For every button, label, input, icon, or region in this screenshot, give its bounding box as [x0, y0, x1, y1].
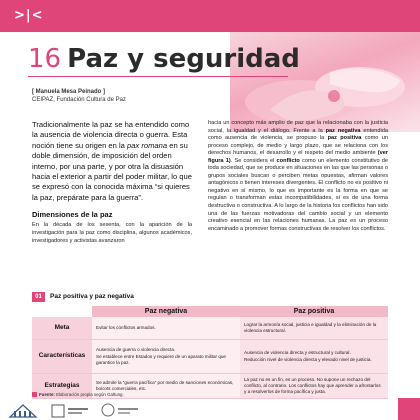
left-column	[32, 120, 192, 245]
right-paragraph	[208, 120, 388, 233]
author-name: [ Manuela Mesa Peinado ]	[32, 89, 106, 95]
cell-line: Ausencia de violencia directa y estructural y cultural.	[244, 349, 351, 355]
table-source	[32, 392, 124, 397]
term-paz-negativa: paz negativa	[325, 127, 361, 134]
source-text: Elaboración propia según Galtung.	[54, 392, 124, 397]
cell-meta-negativa	[92, 317, 240, 339]
author-block	[32, 88, 126, 104]
top-bar	[0, 0, 420, 32]
table-row	[32, 317, 388, 339]
row-label-estrategias: Estrategias	[32, 373, 92, 398]
right-text-f: como un elemento constitutivo de toda sociedad, que se produce en situaciones en las que las personas o grupos sociales buscan o perciben metas opuestas, afirman valores antagónicos o tienen intereses divergentes. El conflicto no es positivo ni negativo en sí mismo, lo que es importante es la forma en que se regulan o transforman estas incompatibilidades, si es de una forma destructiva o constructiva. A lo largo de la historia los conflictos han sido una de las fuerzas motivadoras del cambio social y un elemento creativo esencial en las relaciones humanas. La paz es un proceso encaminado a promover formas constructivas de resolver los conflictos.	[208, 157, 388, 232]
author-affiliation: CEIPAZ, Fundación Cultura de Paz	[32, 97, 126, 103]
cell-meta-positiva	[240, 317, 388, 339]
table-title: Paz positiva y paz negativa	[50, 293, 134, 300]
footer-logos	[8, 400, 208, 420]
row-label-caracteristicas: Características	[32, 339, 92, 373]
chevron-marker: >|<	[14, 8, 44, 23]
cell-caracteristicas-positiva	[240, 339, 388, 373]
cell-line: Evitar los conflictos armados.	[96, 324, 156, 330]
chapter-number: 16	[28, 44, 62, 74]
lead-text-1: Tradicionalmente la paz se ha entendido como la ausencia de violencia directa o guerra. Esta noción tiene su origen en la	[32, 120, 190, 150]
cell-line: Se admite la “guerra pacífica” por medio de sanciones económicas, boicots comerciales, etc.	[96, 379, 234, 391]
body-paragraph: En la década de los sesenta, con la aparición de la investigación para la paz como disciplina, algunos académicos, investigadores y activistas avanzaron	[32, 222, 192, 244]
comparison-table	[32, 306, 388, 399]
cell-line: Ausencia de guerra o violencia directa.	[96, 346, 176, 352]
lead-paragraph	[32, 120, 192, 203]
section-heading: Dimensiones de la paz	[32, 210, 113, 220]
lead-emphasis: pax romana	[127, 140, 168, 150]
table-row	[32, 339, 388, 373]
comparison-table-block	[32, 290, 388, 399]
chapter-title: Paz y seguridad	[67, 44, 300, 74]
cell-line: Reducción nivel de violencia directa y elevado nivel de justicia.	[244, 356, 372, 362]
header-blank	[32, 306, 92, 317]
table-header-row	[32, 306, 388, 317]
title-divider	[28, 76, 288, 77]
right-text-a: hacia un concepto más amplio de paz que la relacionaba con la justicia social, la igualdad y el diálogo. Frente a la	[208, 120, 388, 134]
right-text-e: . Se considera el	[230, 157, 277, 164]
lead-text-2: en su doble dimensión, de imposición del orden interno, por una parte, y por otra la disuasión hacia el exterior a partir del poder militar, lo que se expresó con la conocida máxima “si quieres la paz, prepárate para la guerra”.	[32, 140, 192, 202]
cell-line: Lograr la armonía social, justicia e igualdad y la eliminación de la violencia estructural.	[244, 321, 377, 333]
institution-logo-icon	[50, 402, 90, 418]
header-paz-negativa: Paz negativa	[92, 306, 240, 317]
cell-estrategias-positiva	[240, 373, 388, 398]
table-title-bar	[32, 290, 388, 303]
figure-reference: (ver figura 1)	[208, 150, 388, 164]
right-text-c: entendida como ausencia de violencia, se propuso la	[208, 127, 388, 142]
page-corner-tab	[398, 398, 420, 420]
partner-logo-icon	[100, 402, 140, 418]
table-number: 01	[32, 292, 45, 302]
right-text-d: como un proceso complejo, de medio y largo plazo, que se relaciona con los derechos humanos, el desarrollo y el respeto del medio ambiente	[208, 135, 388, 157]
row-label-meta: Meta	[32, 317, 92, 339]
source-label: Fuente:	[39, 392, 55, 397]
page-title	[28, 44, 300, 74]
unesco-logo-icon	[8, 402, 38, 418]
cell-line: Se establece entre Estados y requiere de un aparato militar que garantice la paz.	[96, 353, 226, 365]
source-marker-icon	[32, 392, 37, 397]
header-paz-positiva: Paz positiva	[240, 306, 388, 317]
cell-line: La paz no es un fin, es un proceso. No supone un rechazo del conflicto, al contrario. Los conflictos hay que aprender a afrontarlos y a resolverlos de forma pacífica y justa.	[244, 376, 381, 394]
right-column	[208, 120, 388, 233]
term-conflicto: conflicto	[276, 157, 300, 164]
term-paz-positiva: paz positiva	[327, 135, 362, 142]
cell-caracteristicas-negativa	[92, 339, 240, 373]
